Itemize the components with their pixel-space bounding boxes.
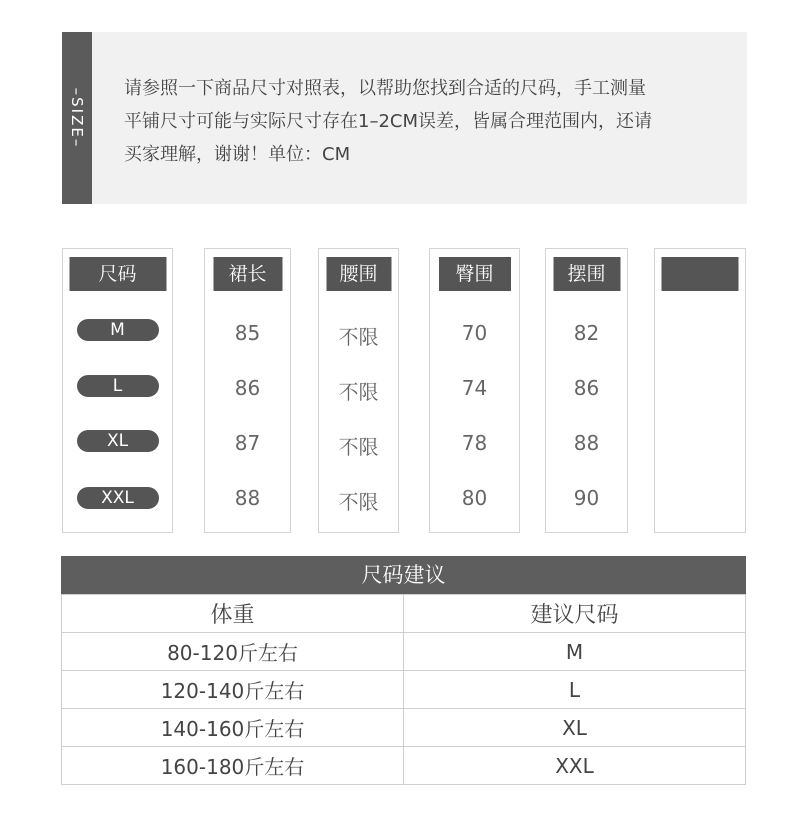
waist-value: 不限: [338, 435, 379, 459]
size-pill-xxl: XXL: [77, 487, 159, 509]
hem-value: 86: [573, 376, 600, 400]
table-row: [62, 671, 746, 709]
skirt-length-value: 86: [234, 376, 261, 400]
intro-description: [124, 72, 724, 171]
weight-cell: 120-140斤左右: [62, 671, 404, 709]
waist-header: 腰围: [326, 257, 391, 291]
weight-cell: 140-160斤左右: [62, 709, 404, 747]
skirt-length-column: [204, 248, 291, 533]
waist-column: [318, 248, 399, 533]
hip-value: 74: [461, 376, 488, 400]
hip-value: 70: [461, 321, 488, 345]
skirt-length-value: 88: [234, 486, 261, 510]
waist-value: 不限: [338, 325, 379, 349]
hip-column: [429, 248, 520, 533]
table-row: [62, 633, 746, 671]
size-column: [62, 248, 173, 533]
hem-header: 摆围: [553, 257, 620, 291]
empty-column: [654, 248, 746, 533]
size-pill-m: M: [77, 319, 159, 341]
weight-cell: 80-120斤左右: [62, 633, 404, 671]
size-side-bar: [62, 32, 92, 204]
hip-header: 臀围: [439, 257, 511, 291]
intro-line: 请参照一下商品尺寸对照表，以帮助您找到合适的尺码，手工测量: [124, 78, 646, 99]
intro-line: 买家理解，谢谢！单位：CM: [124, 144, 351, 165]
weight-cell: 160-180斤左右: [62, 747, 404, 785]
empty-column-header: [662, 257, 739, 291]
table-header-row: [62, 595, 746, 633]
size-cell: L: [404, 671, 746, 709]
table-row: [62, 709, 746, 747]
size-cell: XL: [404, 709, 746, 747]
waist-value: 不限: [338, 380, 379, 404]
skirt-length-value: 87: [234, 431, 261, 455]
size-cell: XXL: [404, 747, 746, 785]
recommendation-table: [61, 594, 746, 785]
size-pill-l: L: [77, 375, 159, 397]
table-row: [62, 747, 746, 785]
size-column-header: 建议尺码: [404, 595, 746, 633]
skirt-length-value: 85: [234, 321, 261, 345]
size-column-header: 尺码: [69, 257, 166, 291]
weight-column-header: 体重: [62, 595, 404, 633]
hem-value: 88: [573, 431, 600, 455]
hem-value: 90: [573, 486, 600, 510]
intro-panel: [62, 32, 747, 204]
size-pill-xl: XL: [77, 430, 159, 452]
size-recommendation: [61, 556, 746, 785]
hip-value: 80: [461, 486, 488, 510]
size-side-label: –SIZE–: [68, 87, 86, 149]
size-cell: M: [404, 633, 746, 671]
recommendation-title: 尺码建议: [61, 556, 746, 594]
intro-line: 平铺尺寸可能与实际尺寸存在1–2CM误差，皆属合理范围内，还请: [124, 111, 653, 132]
waist-value: 不限: [338, 490, 379, 514]
hem-column: [545, 248, 628, 533]
skirt-length-header: 裙长: [213, 257, 282, 291]
hip-value: 78: [461, 431, 488, 455]
hem-value: 82: [573, 321, 600, 345]
